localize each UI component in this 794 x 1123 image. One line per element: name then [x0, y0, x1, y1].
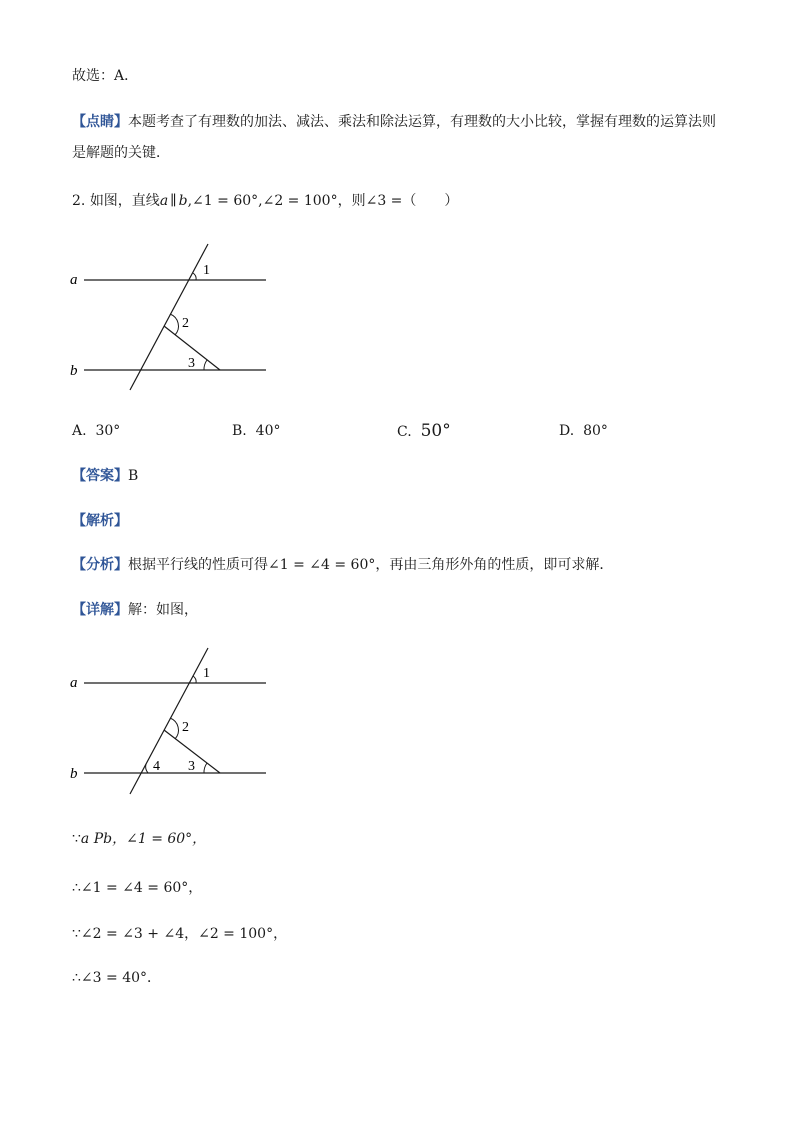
option-c-value: 50° — [420, 421, 451, 441]
option-b-value: 40° — [255, 423, 281, 439]
option-d[interactable] — [559, 421, 608, 441]
option-b[interactable] — [232, 421, 280, 441]
step-4-symbol: ∴ — [72, 970, 81, 986]
question-number: 2. — [72, 193, 86, 209]
label-a: a — [70, 675, 78, 691]
option-a-letter: A. — [72, 423, 87, 439]
step-4-text: ∠3 = 40°． — [80, 970, 162, 986]
option-c[interactable] — [397, 421, 451, 442]
step-1-text: a Pb，∠1 = 60°， — [80, 831, 207, 847]
label-angle-4: 4 — [153, 759, 160, 774]
comment-line-1 — [72, 112, 716, 132]
step-3-text: ∠2 = ∠3 + ∠4，∠2 = 100°， — [80, 926, 288, 942]
answer-value: B — [128, 468, 139, 484]
label-b: b — [70, 363, 78, 379]
comment-text-2: 是解题的关键． — [72, 145, 170, 161]
label-b: b — [70, 766, 78, 782]
analysis-label: 【解析】 — [72, 513, 128, 529]
fenxi-label: 【分析】 — [72, 557, 128, 573]
parallel-symbol: ∥ — [170, 193, 177, 209]
question-text-intro: 如图，直线 — [89, 193, 160, 209]
step-1-symbol: ∵ — [72, 831, 81, 847]
label-angle-1: 1 — [203, 263, 210, 278]
step-4 — [72, 968, 161, 988]
angle-1-arc — [193, 273, 196, 280]
question-var-b: b — [178, 193, 188, 209]
answer-line — [72, 466, 138, 486]
comment-text-1: 本题考查了有理数的加法、减法、乘法和除法运算，有理数的大小比较，掌握有理数的运算法则 — [128, 114, 716, 130]
figure-1 — [60, 240, 280, 395]
step-1 — [72, 829, 206, 849]
previous-answer-text: 故选：A． — [72, 68, 139, 84]
label-angle-2: 2 — [182, 720, 189, 735]
option-d-letter: D. — [559, 423, 575, 439]
transversal — [130, 648, 208, 794]
step-2 — [72, 878, 202, 898]
option-a[interactable] — [72, 421, 120, 441]
transversal — [130, 244, 208, 390]
previous-answer — [72, 66, 138, 86]
question-2 — [72, 191, 458, 211]
angle-3-arc — [204, 360, 207, 370]
question-var-a: a — [159, 193, 169, 209]
step-2-text: ∠1 = ∠4 = 60°， — [80, 880, 203, 896]
fenxi-text: 根据平行线的性质可得∠1 = ∠4 = 60°，再由三角形外角的性质，即可求解． — [128, 557, 614, 573]
analysis-line — [72, 511, 128, 531]
angle-4-arc — [146, 764, 148, 773]
question-ask: ，则∠3 =（ ） — [337, 193, 459, 209]
fenxi-line — [72, 555, 613, 575]
option-b-letter: B. — [232, 423, 247, 439]
answer-label: 【答案】 — [72, 468, 128, 484]
step-3 — [72, 924, 287, 944]
detail-text: 解：如图， — [128, 602, 198, 618]
label-angle-1: 1 — [203, 666, 210, 681]
angle-1-arc — [193, 676, 196, 683]
option-d-value: 80° — [583, 423, 608, 439]
step-3-symbol: ∵ — [72, 926, 81, 942]
figure-2 — [60, 642, 280, 800]
step-2-symbol: ∴ — [72, 880, 81, 896]
option-c-letter: C. — [397, 424, 412, 440]
option-a-value: 30° — [95, 423, 121, 439]
question-conditions: ,∠1 = 60°,∠2 = 100° — [187, 193, 338, 209]
label-angle-3: 3 — [188, 759, 195, 774]
detail-line — [72, 600, 198, 620]
detail-label: 【详解】 — [72, 602, 128, 618]
label-a: a — [70, 272, 78, 288]
comment-line-2 — [72, 143, 170, 163]
angle-3-arc — [204, 763, 207, 773]
label-angle-3: 3 — [188, 356, 195, 371]
label-angle-2: 2 — [182, 316, 189, 331]
comment-label: 【点睛】 — [72, 114, 128, 130]
